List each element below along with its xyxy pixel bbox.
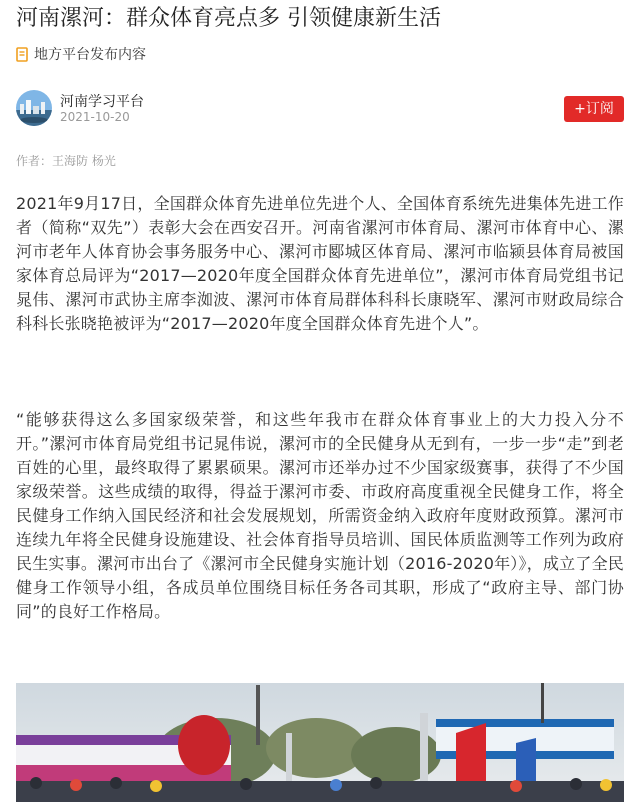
author-name[interactable]: 河南学习平台 bbox=[60, 94, 144, 110]
byline-names: 王海防 杨光 bbox=[52, 154, 116, 168]
publish-date: 2021-10-20 bbox=[60, 110, 130, 124]
byline bbox=[16, 152, 116, 169]
article-photo bbox=[16, 683, 624, 802]
source-tag bbox=[16, 44, 146, 64]
article-title: 河南漯河：群众体育亮点多 引领健康新生活 bbox=[16, 6, 441, 31]
avatar[interactable] bbox=[16, 90, 52, 126]
source-label: 地方平台发布内容 bbox=[34, 47, 146, 63]
article-paragraph: “能够获得这么多国家级荣誉，和这些年我市在群众体育事业上的大力投入分不开。”漯河市体育局党组书记晁伟说，漯河市的全民健身从无到有，一步一步“走”到老百姓的心里，最终取得了累累硕果。漯河市还举办过不少国家级赛事，获得了不少国家级荣誉。这些成绩的取得，得益于漯河市委、市政府高度重视全民健身工作，将全民健身工作纳入国民经济和社会发展规划，所需资金纳入政府年度财政预算。漯河市连续九年将全民健身设施建设、社会体育指导员培训、国民体质监测等工作列为政府民生实事。漯河市出台了《漯河市全民健身实施计划（2016-2020年）》，成立了全民健身工作领导小组，各成员单位围绕目标任务各司其职，形成了“政府主导、部门协同”的良好工作格局。 bbox=[16, 410, 624, 621]
bookmark-icon bbox=[16, 47, 28, 62]
subscribe-button[interactable]: +订阅 bbox=[564, 96, 624, 122]
byline-prefix: 作者： bbox=[16, 154, 53, 168]
article-paragraph: 2021年9月17日，全国群众体育先进单位先进个人、全国体育系统先进集体先进工作者（简称“双先”）表彰大会在西安召开。河南省漯河市体育局、漯河市体育中心、漯河市老年人体育协会事务服务中心、漯河市郾城区体育局、漯河市临颍县体育局被国家体育总局评为“2017—2020年度全国群众体育先进单位”，漯河市体育局党组书记晁伟、漯河市武协主席李洳波、漯河市体育局群体科科长康晓军、漯河市财政局综合科科长张晓艳被评为“2017—2020年度全国群众体育先进个人”。 bbox=[16, 194, 624, 333]
author-row bbox=[16, 90, 624, 128]
